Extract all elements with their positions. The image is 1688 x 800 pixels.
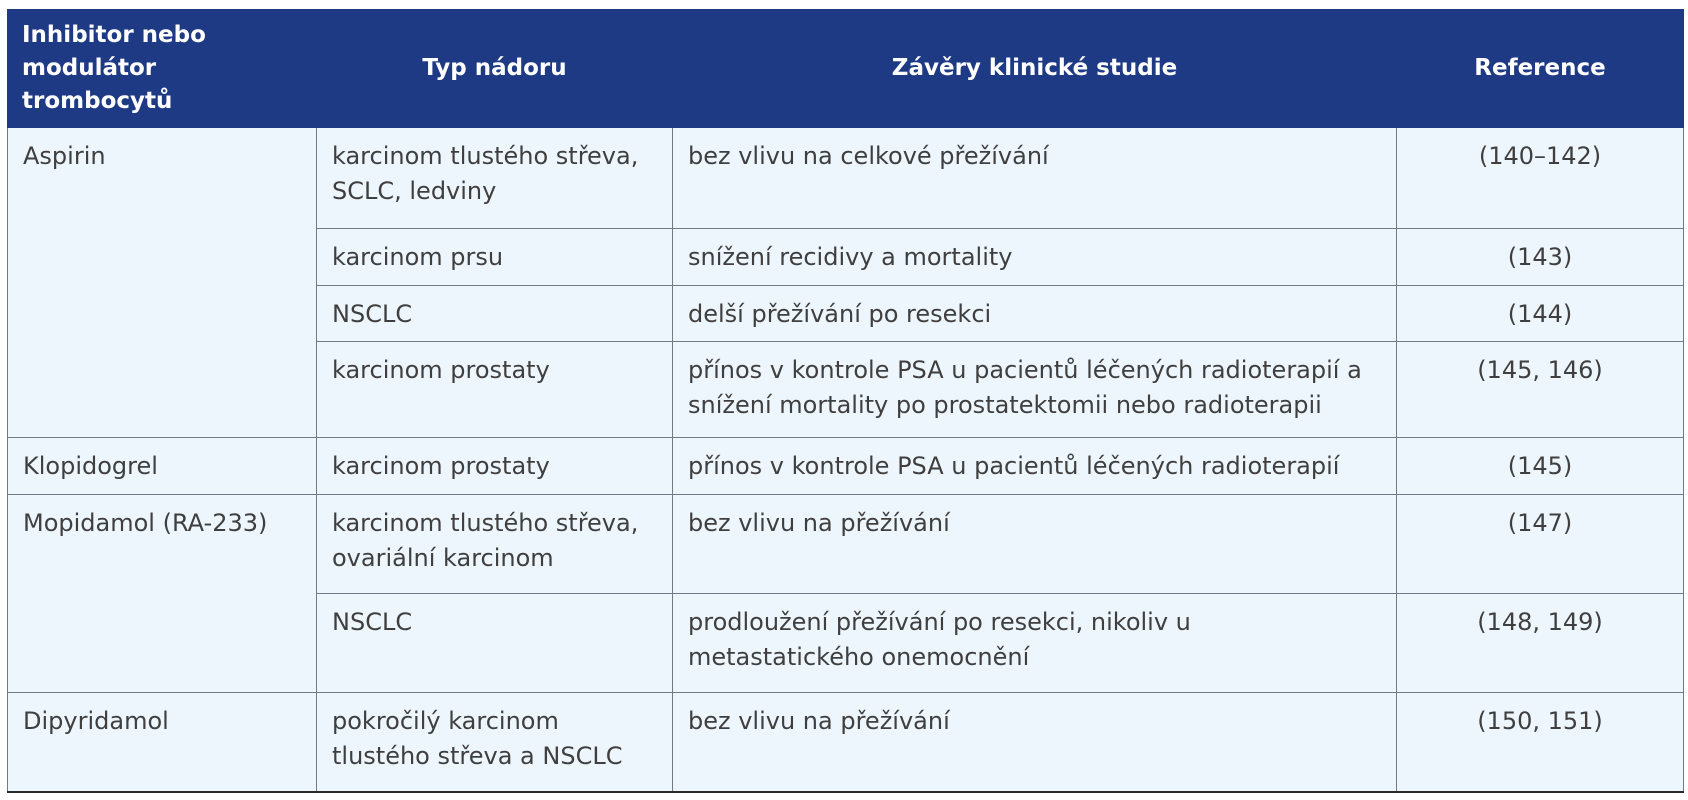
agent-cell: Mopidamol (RA-233) [8,495,317,693]
conclusion-cell: bez vlivu na celkové přežívání [673,128,1397,229]
reference-cell: (143) [1397,229,1684,286]
reference-cell: (148, 149) [1397,594,1684,693]
agent-cell: Klopidogrel [8,438,317,495]
reference-cell: (145, 146) [1397,342,1684,438]
table-row [8,128,1684,229]
reference-cell: (150, 151) [1397,693,1684,792]
tumor-cell: karcinom prsu [317,229,673,286]
conclusion-cell: bez vlivu na přežívání [673,495,1397,594]
tumor-cell: NSCLC [317,285,673,342]
reference-cell: (144) [1397,285,1684,342]
agent-cell: Aspirin [8,128,317,438]
tumor-cell: NSCLC [317,594,673,693]
agent-cell: Dipyridamol [8,693,317,792]
reference-cell: (145) [1397,438,1684,495]
conclusion-cell: přínos v kontrole PSA u pacientů léčených radioterapií [673,438,1397,495]
reference-cell: (147) [1397,495,1684,594]
header-tumor-type: Typ nádoru [317,10,673,128]
table-header-row [8,10,1684,128]
table-row [8,693,1684,792]
tumor-cell: karcinom prostaty [317,438,673,495]
header-reference: Reference [1397,10,1684,128]
conclusion-cell: snížení recidivy a mortality [673,229,1397,286]
header-inhibitor: Inhibitor nebo modulátor trombocytů [8,10,317,128]
conclusion-cell: přínos v kontrole PSA u pacientů léčených radioterapií a snížení mortality po prostatektomii nebo radioterapii [673,342,1397,438]
tumor-cell: pokročilý karcinom tlustého střeva a NSCLC [317,693,673,792]
header-conclusions: Závěry klinické studie [673,10,1397,128]
platelet-inhibitor-table [7,9,1684,793]
conclusion-cell: bez vlivu na přežívání [673,693,1397,792]
table-row [8,495,1684,594]
table-row [8,438,1684,495]
tumor-cell: karcinom prostaty [317,342,673,438]
reference-cell: (140–142) [1397,128,1684,229]
conclusion-cell: prodloužení přežívání po resekci, nikoliv u metastatického onemocnění [673,594,1397,693]
conclusion-cell: delší přežívání po resekci [673,285,1397,342]
tumor-cell: karcinom tlustého střeva, SCLC, ledviny [317,128,673,229]
tumor-cell: karcinom tlustého střeva, ovariální karcinom [317,495,673,594]
